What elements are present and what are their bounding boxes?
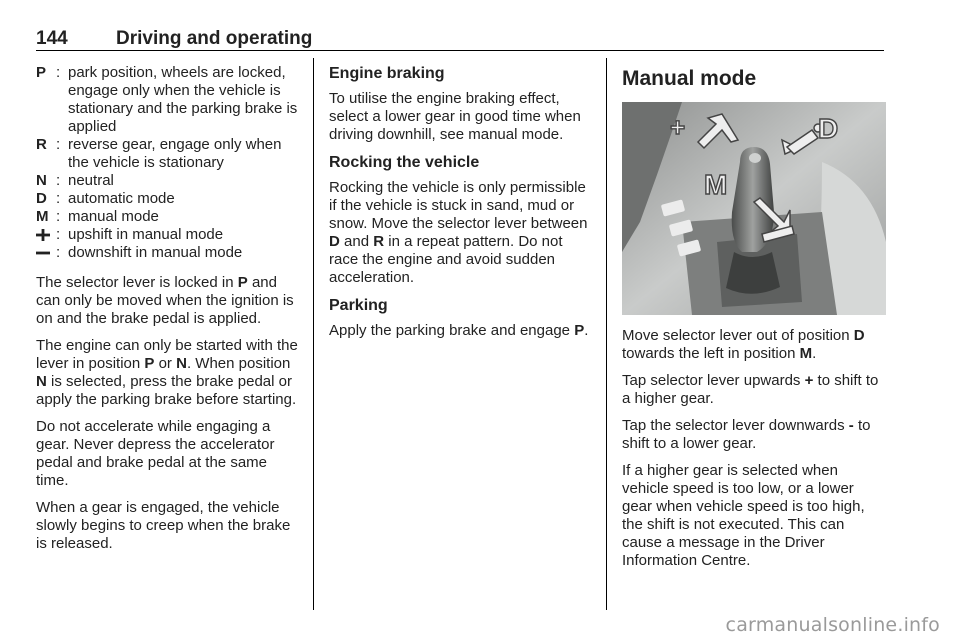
gear-selector-photo <box>622 102 886 315</box>
definition-m: M : manual mode <box>36 208 298 226</box>
def-key: D <box>36 190 47 207</box>
paragraph: Tap the selector lever downwards - to shift to a lower gear. <box>622 417 871 452</box>
photo-label-d: D <box>818 113 839 144</box>
def-key: N <box>36 172 47 189</box>
column-divider <box>313 58 314 610</box>
watermark: carmanualsonline.info <box>725 614 940 636</box>
column-divider <box>606 58 607 610</box>
page-title: Driving and operating <box>116 28 313 49</box>
def-text: reverse gear, engage only when the vehicle is stationary <box>68 136 282 171</box>
paragraph: When a gear is engaged, the vehicle slowly begins to creep when the brake is released. <box>36 499 291 552</box>
definition-n: N : neutral <box>36 172 298 190</box>
def-key: P <box>36 64 47 81</box>
def-text: manual mode <box>68 208 159 225</box>
def-text: park position, wheels are locked, engage only when the vehicle is stationary and the parking brake is applied <box>68 64 298 135</box>
section-title: Manual mode <box>622 67 757 90</box>
paragraph: The engine can only be started with the lever in position P or N. When position N is selected, press the brake pedal or apply the parking brake before starting. <box>36 337 298 408</box>
column-2 <box>329 64 593 349</box>
minus-icon <box>36 244 56 262</box>
paragraph: Rocking the vehicle is only permissible if the vehicle is stuck in sand, mud or snow. Move the selector lever between D and R in a repeat pattern. Do not race the engine and avoid sudden acceleration. <box>329 179 588 286</box>
column-1 <box>36 64 298 562</box>
paragraph: If a higher gear is selected when vehicle speed is too low, or a lower gear when vehicle speed is too high, the shift is not executed. This can cause a message in the Driver Information Centre. <box>622 462 865 569</box>
def-text: downshift in manual mode <box>68 244 243 261</box>
column-3 <box>622 66 886 579</box>
paragraph: Do not accelerate while engaging a gear. Never depress the accelerator pedal and brake pedal at the same time. <box>36 418 275 489</box>
section-heading: Rocking the vehicle <box>329 154 480 171</box>
page-header <box>36 24 884 51</box>
def-text: upshift in manual mode <box>68 226 224 243</box>
definition-plus: : upshift in manual mode <box>36 226 298 244</box>
section-heading: Parking <box>329 297 388 314</box>
section-heading: Engine braking <box>329 65 445 82</box>
definition-p: P : park position, wheels are locked, engage only when the vehicle is stationary and the parking brake is applied <box>36 64 298 135</box>
def-text: automatic mode <box>68 190 175 207</box>
photo-label-plus: + <box>670 112 686 142</box>
paragraph: Apply the parking brake and engage P. <box>329 322 589 339</box>
plus-icon <box>36 226 56 244</box>
def-key: M <box>36 208 49 225</box>
paragraph: Tap selector lever upwards + to shift to a higher gear. <box>622 372 879 407</box>
page-number: 144 <box>36 28 68 49</box>
def-key: R <box>36 136 47 153</box>
photo-label-m: M <box>704 169 728 200</box>
definition-minus: : downshift in manual mode <box>36 244 298 262</box>
paragraph: Move selector lever out of position D towards the left in position M. <box>622 327 865 362</box>
def-text: neutral <box>68 172 114 189</box>
definition-d: D : automatic mode <box>36 190 298 208</box>
definition-r: R : reverse gear, engage only when the vehicle is stationary <box>36 136 298 172</box>
paragraph: To utilise the engine braking effect, select a lower gear in good time when driving downhill, see manual mode. <box>329 90 581 143</box>
paragraph: The selector lever is locked in P and can only be moved when the ignition is on and the brake pedal is applied. <box>36 274 294 327</box>
